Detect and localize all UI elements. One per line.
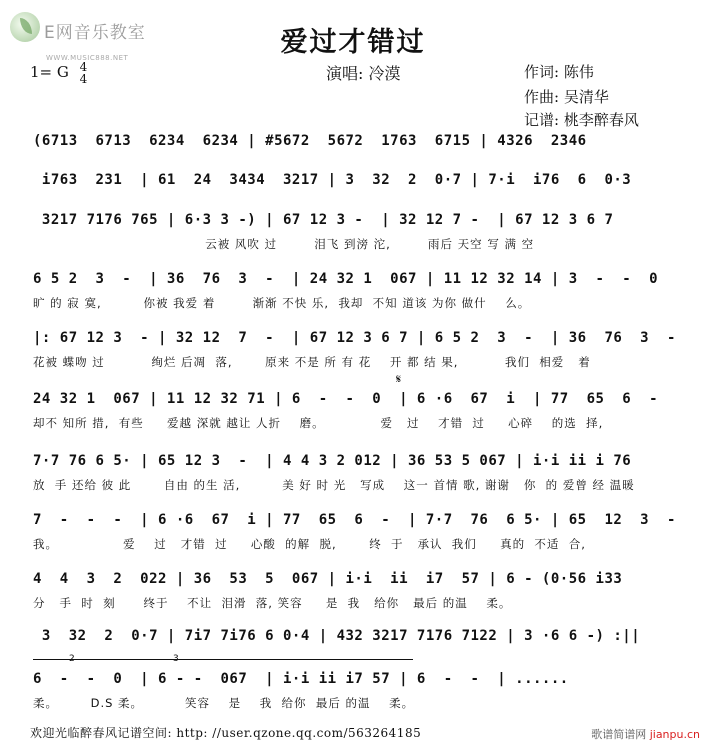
notation-line: (6713 6713 6234 6234 | #5672 5672 1763 6715 | 4326 2346 xyxy=(33,133,587,149)
score-row-7 xyxy=(33,453,673,517)
lyricist-credit xyxy=(524,61,594,82)
credit-label: 作曲: xyxy=(524,88,560,106)
footer-text: 欢迎光临醉春风记谱空间: http: //user.qzone.qq.com/563264185 xyxy=(30,726,422,740)
notation-line: 3217 7176 765 | 6·3 3 -) | 67 12 3 - | 32 12 7 - | 67 12 3 6 7 xyxy=(33,212,614,228)
time-signature xyxy=(80,61,88,85)
credit-value: 吴清华 xyxy=(563,88,609,106)
logo-url: WWW.MUSIC888.NET xyxy=(46,54,129,62)
credit-label: 记谱: xyxy=(524,111,560,129)
time-unit: 4 xyxy=(79,72,88,86)
credit-label: 作词: xyxy=(524,63,560,81)
lyric-line: 云被 风吹 过 泪飞 到滂 沱, 雨后 天空 写 满 空 xyxy=(33,237,535,251)
lyric-line: 花被 蝶吻 过 绚烂 后凋 落, 原来 不是 所 有 花 开 都 结 果, 我们 相爱 着 xyxy=(33,355,591,369)
score-row-5 xyxy=(33,330,676,394)
score-row-8 xyxy=(33,512,676,576)
volta-number: 2 xyxy=(69,654,76,664)
singer-credit: 演唱: 冷漠 xyxy=(326,64,401,83)
key-text: 1= G xyxy=(30,63,69,81)
notation-line: |: 67 12 3 - | 32 12 7 - | 67 12 3 6 7 | 6 5 2 3 - | 36 76 3 - xyxy=(33,330,676,346)
watermark-site: 歌谱简谱网 xyxy=(591,728,647,741)
credit-value: 陈伟 xyxy=(563,63,594,81)
lyric-line: 却不 知所 措, 有些 爱越 深就 越让 人折 磨。 爱 过 才错 过 心碎 的选 择, xyxy=(33,416,604,430)
notation-line: 7 - - - | 6 ·6 67 i | 77 65 6 - | 7·7 76 6 5· | 65 12 3 - xyxy=(33,512,676,528)
notation-line: i763 231 | 61 24 3434 3217 | 3 32 2 0·7 | 7·i i76 6 0·3 xyxy=(33,172,632,188)
notation-line: 24 32 1 067 | 11 12 32 71 | 6 - - 0 | 6 ·6 67 i | 77 65 6 - xyxy=(33,391,659,407)
lyric-line: 旷 的 寂 寞, 你被 我爱 着 渐渐 不快 乐, 我却 不知 道该 为你 做什 么。 xyxy=(33,296,531,310)
score-row-9 xyxy=(33,571,673,635)
score-row-6 xyxy=(33,391,673,455)
lyric-line: 柔。 D.S 柔。 笑容 是 我 给你 最后 的温 柔。 xyxy=(33,696,415,710)
notation-line: 6 5 2 3 - | 36 76 3 - | 24 32 1 067 | 11 12 32 14 | 3 - - 0 xyxy=(33,271,659,287)
notation-line: 7·7 76 6 5· | 65 12 3 - | 4 4 3 2 012 | 36 53 5 067 | i·i ii i 76 xyxy=(33,453,632,469)
key-signature xyxy=(30,61,87,85)
watermark xyxy=(591,726,700,742)
score-row-3 xyxy=(33,212,673,276)
watermark-domain: jianpu.cn xyxy=(649,728,700,741)
lyric-line: 分 手 时 刻 终于 不让 泪滑 落, 笑容 是 我 给你 最后 的温 柔。 xyxy=(33,596,512,610)
time-beats: 4 xyxy=(79,60,88,74)
segno-mark: 𝄋 xyxy=(396,372,402,386)
notation-line: 3 32 2 0·7 | 7i7 7i76 6 0·4 | 432 3217 7176 7122 | 3 ·6 6 -) :|| xyxy=(33,628,641,644)
lyric-line: 放 手 还给 彼 此 自由 的生 活, 美 好 时 光 写成 这一 首情 歌, 谢谢 你 的 爱曾 经 温暖 xyxy=(33,478,635,492)
score-row-4 xyxy=(33,271,673,335)
transcriber-credit xyxy=(524,109,639,130)
logo-text: E网音乐教室 xyxy=(44,23,146,43)
notation-line: 6 - - 0 | 6 - - 067 | i·i ii i7 57 | 6 - - | ...... xyxy=(33,671,569,687)
credit-value: 桃李醉春风 xyxy=(563,111,639,129)
volta-brackets xyxy=(33,654,413,664)
song-title: 爱过才错过 xyxy=(280,27,426,58)
lyric-line: 我。 爱 过 才错 过 心酸 的解 脱, 终 于 承认 我们 真的 不适 合, xyxy=(33,537,586,551)
notation-line: 4 4 3 2 022 | 36 53 5 067 | i·i ii i7 57 | 6 - (0·56 i33 xyxy=(33,571,623,587)
composer-credit xyxy=(524,86,609,107)
volta-number: 3 xyxy=(173,654,180,664)
score-row-10 xyxy=(33,628,673,676)
